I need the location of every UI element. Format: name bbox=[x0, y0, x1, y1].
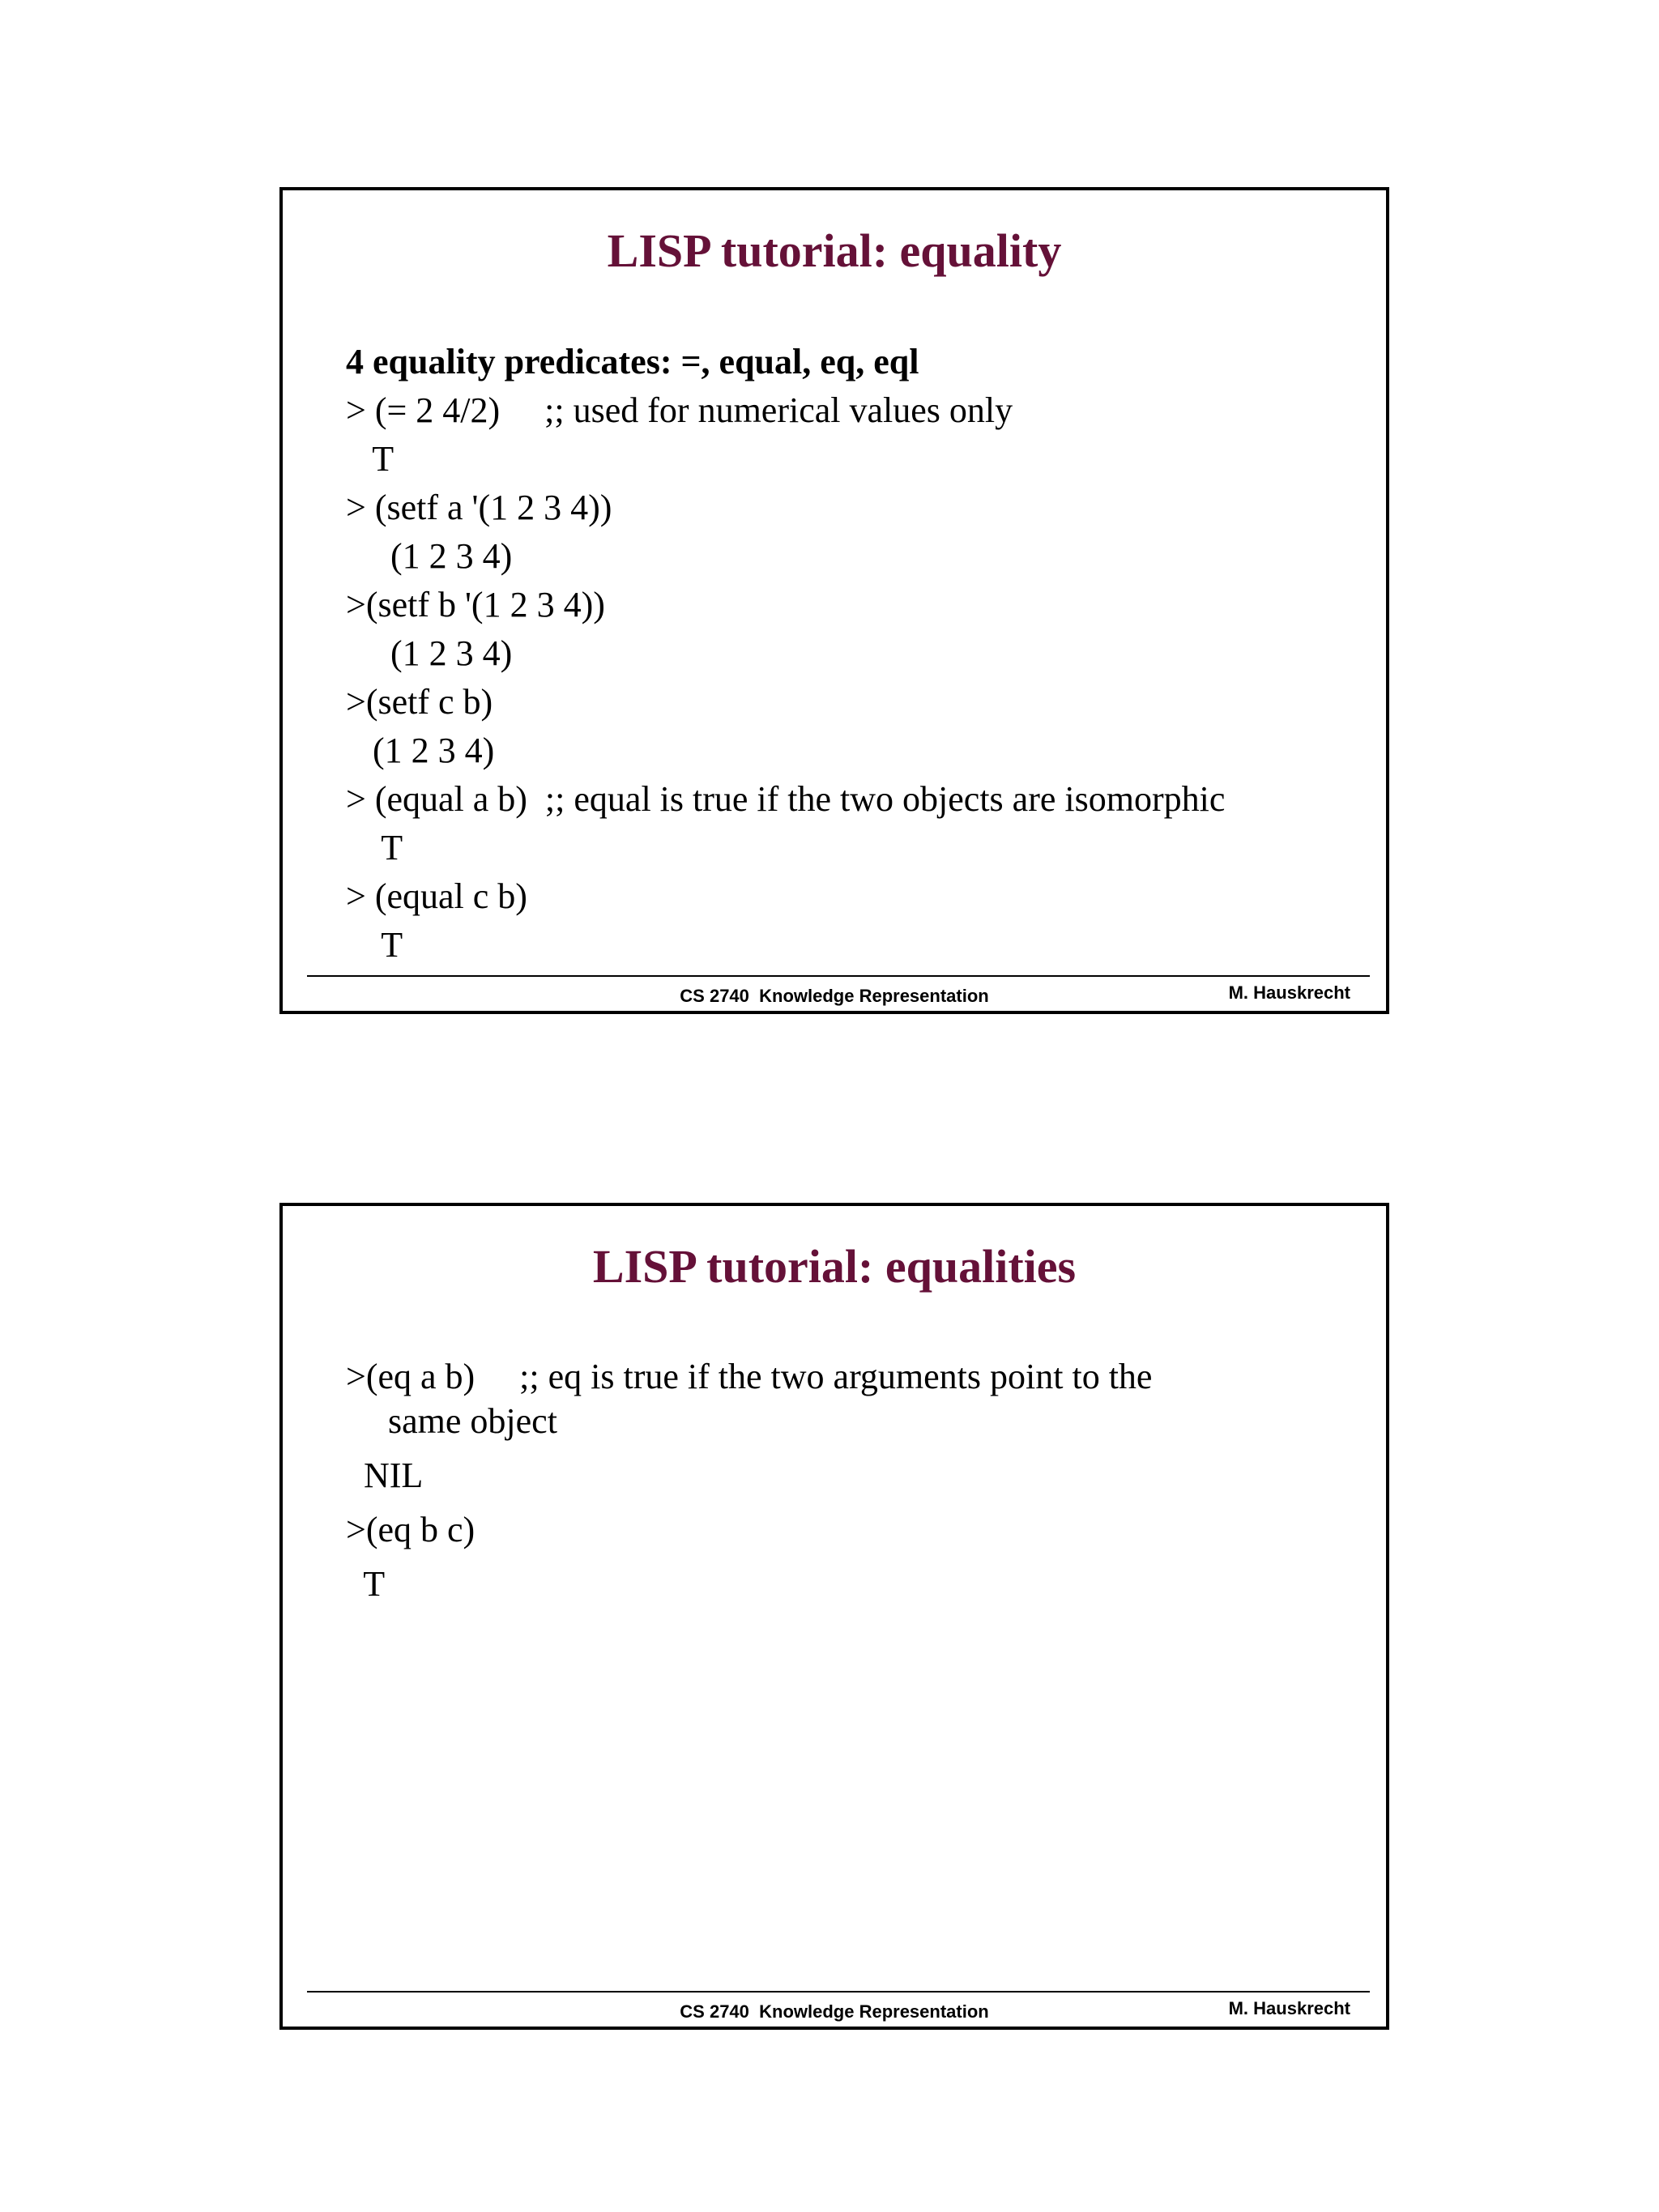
body-line: T bbox=[346, 828, 403, 867]
footer-divider bbox=[307, 975, 1370, 977]
body-line: T bbox=[346, 925, 403, 965]
body-line: (1 2 3 4) bbox=[346, 731, 495, 770]
footer-author: M. Hauskrecht bbox=[1228, 1998, 1350, 2018]
body-line: NIL bbox=[346, 1455, 424, 1495]
body-line: T bbox=[346, 1564, 386, 1604]
body-line: > (equal a b) ;; equal is true if the two objects are isomorphic bbox=[346, 779, 1226, 819]
footer-course: CS 2740 Knowledge Representation bbox=[680, 986, 989, 1006]
body-line: >(setf b '(1 2 3 4)) bbox=[346, 585, 605, 624]
body-line: (1 2 3 4) bbox=[346, 633, 513, 673]
body-line: > (= 2 4/2) ;; used for numerical values only bbox=[346, 390, 1013, 430]
footer-course: CS 2740 Knowledge Representation bbox=[680, 2001, 989, 2022]
body-line: T bbox=[346, 439, 394, 479]
footer-author: M. Hauskrecht bbox=[1228, 982, 1350, 1003]
body-line-heading: 4 equality predicates: =, equal, eq, eql bbox=[346, 342, 919, 381]
slide-title: LISP tutorial: equalities bbox=[592, 1240, 1077, 1293]
body-line: >(setf c b) bbox=[346, 682, 493, 722]
footer-divider bbox=[307, 1991, 1370, 1993]
slide-equalities bbox=[279, 1203, 1389, 2030]
body-line: (1 2 3 4) bbox=[346, 536, 513, 576]
slide-body bbox=[346, 1354, 1354, 1606]
body-line: >(eq a b) ;; eq is true if the two arguments point to the bbox=[346, 1357, 1153, 1396]
body-line: > (equal c b) bbox=[346, 876, 527, 916]
slide-title: LISP tutorial: equality bbox=[607, 224, 1062, 277]
body-line: > (setf a '(1 2 3 4)) bbox=[346, 488, 612, 527]
slide-equality bbox=[279, 187, 1389, 1014]
slide-body bbox=[346, 338, 1354, 970]
body-line: >(eq b c) bbox=[346, 1510, 476, 1549]
body-line-continuation: same object bbox=[388, 1401, 557, 1441]
